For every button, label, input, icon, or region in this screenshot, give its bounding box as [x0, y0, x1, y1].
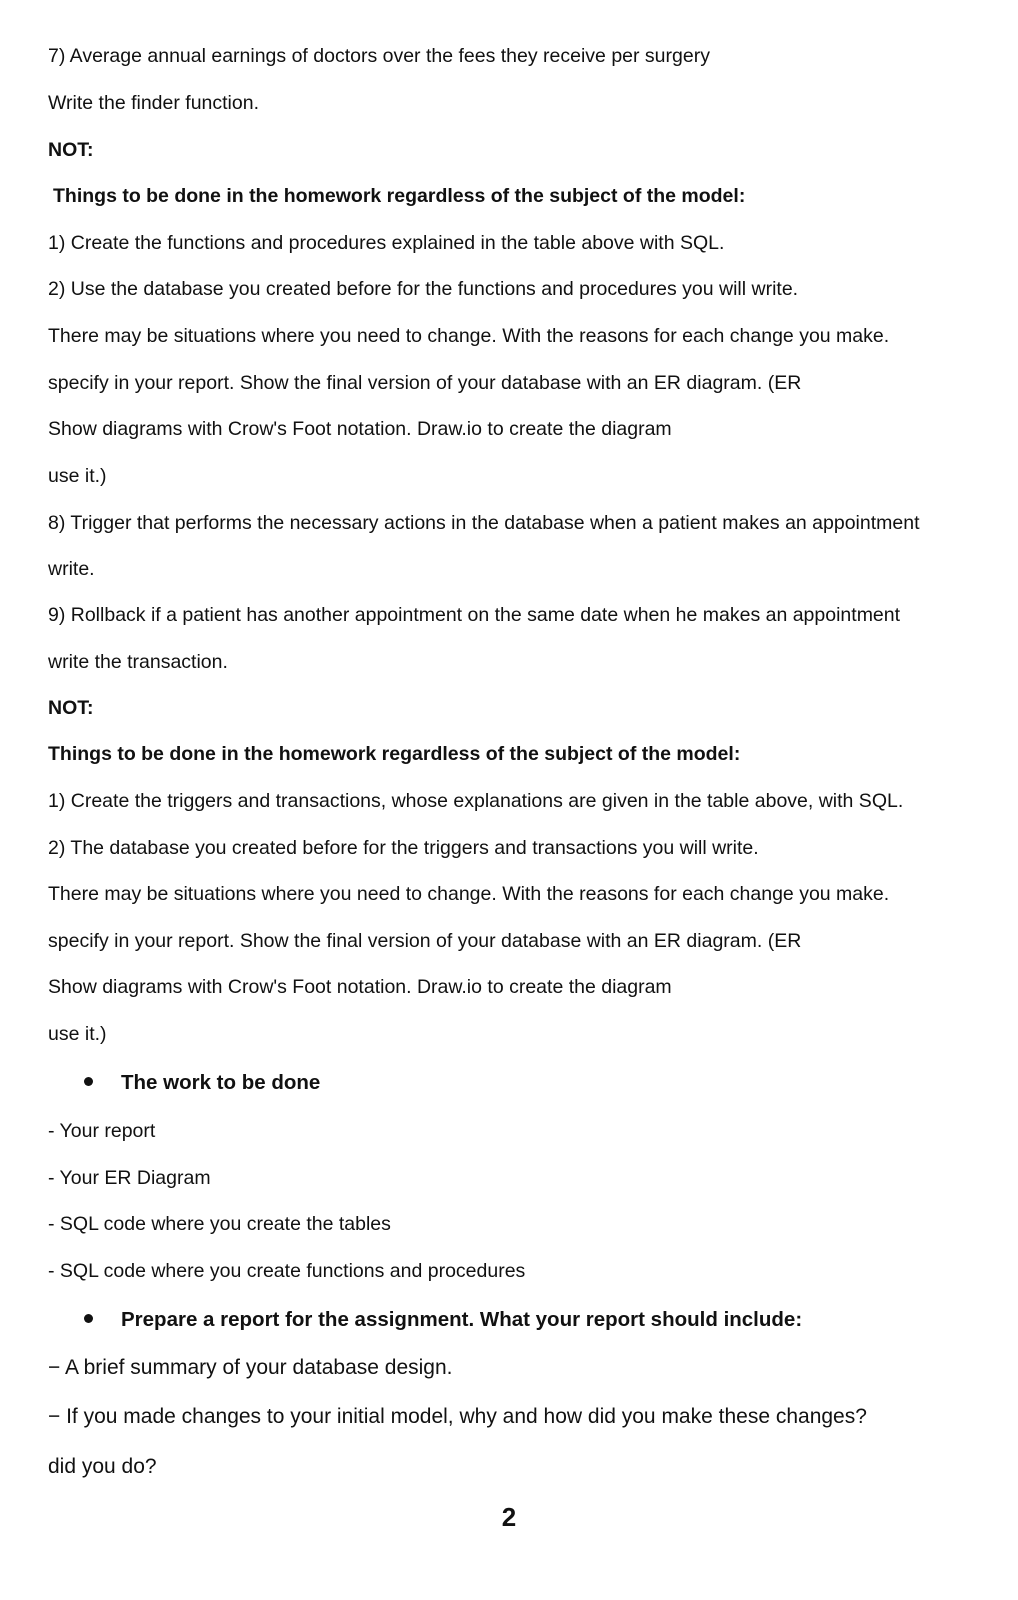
list-item: - SQL code where you create the tables — [48, 1213, 391, 1235]
page-number: 2 — [501, 1502, 517, 1532]
list-item: − If you made changes to your initial model, why and how did you make these changes? — [48, 1405, 867, 1428]
note-paragraph-line: Show diagrams with Crow's Foot notation. Draw.io to create the diagram — [48, 418, 672, 440]
section-8-continuation: write. — [48, 558, 95, 580]
note-label: NOT: — [48, 139, 94, 161]
section-8-heading: 8) Trigger that performs the necessary actions in the database when a patient makes an appointment — [48, 512, 920, 534]
note-item-1: 1) Create the triggers and transactions, whose explanations are given in the table above, with SQL. — [48, 790, 904, 812]
section-9-heading: 9) Rollback if a patient has another appointment on the same date when he makes an appointment — [48, 604, 901, 626]
work-bullet-text: The work to be done — [121, 1071, 321, 1094]
note-item-1: 1) Create the functions and procedures explained in the table above with SQL. — [48, 232, 725, 254]
section-9-continuation: write the transaction. — [48, 651, 228, 673]
section-7-heading: 7) Average annual earnings of doctors over the fees they receive per surgery — [48, 45, 710, 67]
note-paragraph-line: There may be situations where you need to change. With the reasons for each change you make. — [48, 325, 890, 347]
bullet-icon — [84, 1314, 93, 1323]
list-item: - Your ER Diagram — [48, 1167, 211, 1189]
list-item: − A brief summary of your database design. — [48, 1356, 453, 1379]
report-bullet-heading — [84, 1307, 802, 1333]
note-paragraph-line: use it.) — [48, 1023, 107, 1045]
note-paragraph-line: There may be situations where you need to change. With the reasons for each change you make. — [48, 883, 890, 905]
note-paragraph-line: specify in your report. Show the final version of your database with an ER diagram. (ER — [48, 372, 802, 394]
list-item-continuation: did you do? — [48, 1455, 157, 1478]
note-paragraph-line: use it.) — [48, 465, 107, 487]
section-7-continuation: Write the finder function. — [48, 92, 259, 114]
bullet-icon — [84, 1077, 93, 1086]
note-item-2: 2) Use the database you created before for the functions and procedures you will write. — [48, 278, 799, 300]
work-bullet-heading — [84, 1070, 320, 1096]
note-item-2: 2) The database you created before for the triggers and transactions you will write. — [48, 837, 759, 859]
report-bullet-text: Prepare a report for the assignment. What your report should include: — [121, 1308, 803, 1331]
list-item: - Your report — [48, 1120, 156, 1142]
note-paragraph-line: Show diagrams with Crow's Foot notation. Draw.io to create the diagram — [48, 976, 672, 998]
note-title: Things to be done in the homework regardless of the subject of the model: — [48, 743, 741, 765]
note-title: Things to be done in the homework regardless of the subject of the model: — [53, 185, 746, 207]
note-label: NOT: — [48, 697, 94, 719]
note-paragraph-line: specify in your report. Show the final version of your database with an ER diagram. (ER — [48, 930, 802, 952]
list-item: - SQL code where you create functions and procedures — [48, 1260, 526, 1282]
